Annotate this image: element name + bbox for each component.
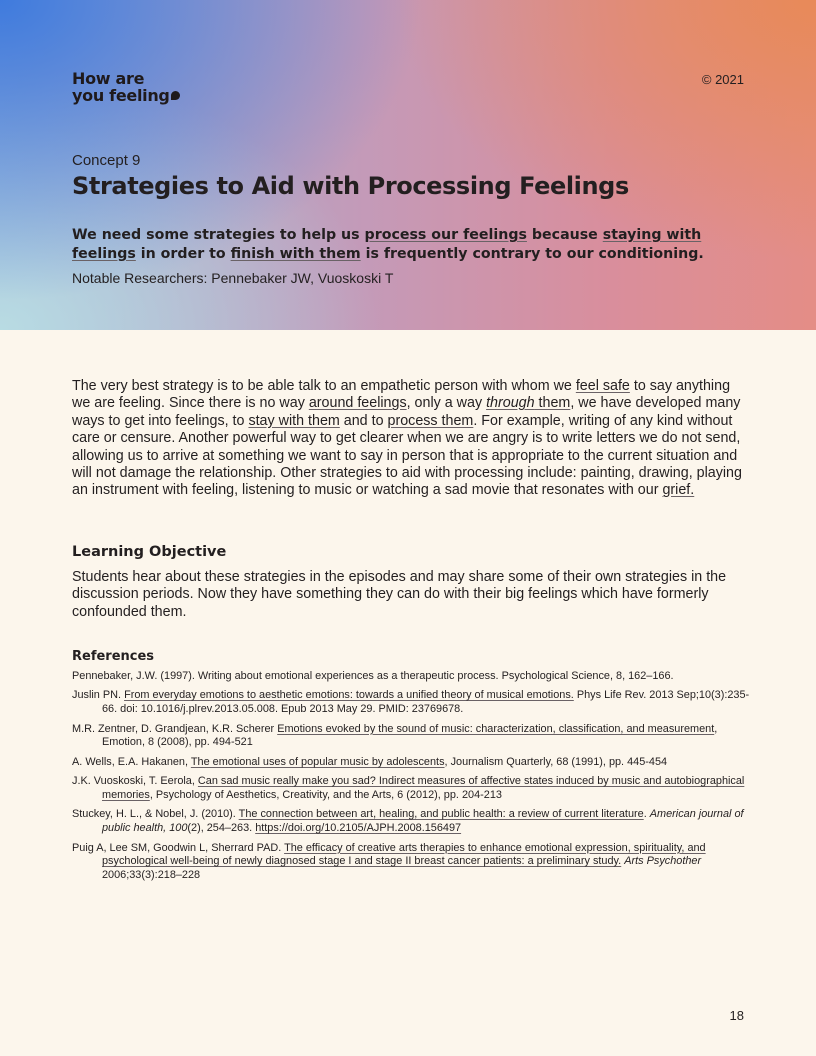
learning-objective-text: Students hear about these strategies in the episodes and may share some of their own strategies in the discussion periods. Now they have something they can do with their big feelings which have formerly confounded them. <box>72 569 727 620</box>
reference-link[interactable]: The emotional uses of popular music by adolescents <box>190 755 445 768</box>
learning-objective-heading: Learning Objective <box>72 544 227 560</box>
summary-text: We need some strategies to help us <box>72 227 365 243</box>
term-them: them <box>534 395 571 412</box>
reference-authors: Juslin PN. <box>72 689 125 702</box>
body-text: . For example, writing of any kind without care or censure. Another powerful way to get clearer when we are angry is to write letters we do not send, allowing us to arrive at something we want to say in person that is appropriate to the current situation and will not damage the relationship. Other strategies to aid with processing include: painting, drawing, playing an instrument with feeling, listening to music or watching a sad movie that resonates with our <box>72 412 742 499</box>
reference-item <box>72 723 752 751</box>
term-grief: grief. <box>662 482 695 499</box>
summary-link-finish: finish with them <box>230 246 361 262</box>
summary-text: is frequently contrary to our conditioning. <box>360 246 704 262</box>
body-text: and to <box>339 412 388 429</box>
term-through-them <box>486 395 570 411</box>
reference-source: 2006;33(3):218–228 <box>102 869 201 882</box>
reference-authors: Stuckey, H. L., & Nobel, J. (2010). <box>72 808 239 821</box>
reference-item <box>72 775 752 803</box>
reference-authors: M.R. Zentner, D. Grandjean, K.R. Scherer <box>72 722 278 735</box>
reference-item <box>72 842 752 883</box>
reference-link[interactable]: Can sad music really make you sad? Indirect measures of affective states induced by music and autobiographical memories <box>102 775 745 801</box>
header-gradient-banner <box>0 0 816 330</box>
body-paragraph <box>72 378 744 500</box>
summary-link-staying: staying with feelings <box>72 227 702 262</box>
page-number: 18 <box>729 1008 744 1023</box>
summary-text: in order to <box>135 246 231 262</box>
term-around-feelings: around feelings <box>308 395 407 412</box>
reference-item <box>72 670 752 684</box>
reference-doi-link[interactable]: https://doi.org/10.2105/AJPH.2008.156497 <box>255 822 462 835</box>
body-text: , we have developed many ways to get into feelings, to <box>72 395 741 429</box>
term-process-them: process them <box>387 412 474 429</box>
reference-link[interactable]: From everyday emotions to aesthetic emotions: towards a unified theory of musical emotions. <box>124 689 574 702</box>
reference-source: , Journalism Quarterly, 68 (1991), pp. 445-454 <box>444 755 668 768</box>
reference-punct: . <box>643 808 650 821</box>
notable-researchers: Notable Researchers: Pennebaker JW, Vuoskoski T <box>72 270 394 286</box>
reference-authors: Puig A, Lee SM, Goodwin L, Sherrard PAD. <box>72 841 285 854</box>
concept-label: Concept 9 <box>72 152 141 169</box>
reference-authors: J.K. Vuoskoski, T. Eerola, <box>72 775 198 788</box>
reference-authors: A. Wells, E.A. Hakanen, <box>72 755 191 768</box>
reference-source: , Emotion, 8 (2008), pp. 494-521 <box>102 722 718 749</box>
reference-link[interactable]: The connection between art, healing, and public health: a review of current literature <box>238 808 644 821</box>
reference-link[interactable]: The efficacy of creative arts therapies to enhance emotional expression, spirituality, and psychological well-being of newly diagnosed stage I and stage II breast cancer patients: a preliminary study. <box>102 841 706 868</box>
references-heading: References <box>72 649 155 664</box>
speech-bubble-icon <box>171 91 180 100</box>
summary-link-process: process our feelings <box>364 227 527 243</box>
logo <box>72 70 180 104</box>
reference-link[interactable]: Emotions evoked by the sound of music: characterization, classification, and measurement <box>277 722 715 735</box>
body-text: to say anything we are feeling. Since there is no way <box>72 378 731 412</box>
reference-journal: American journal of public health, 100 <box>102 808 744 835</box>
term-through: through <box>486 395 535 412</box>
reference-item <box>72 808 752 836</box>
summary <box>72 226 712 264</box>
logo-line-1: How are <box>72 69 145 88</box>
logo-line-2: you feeling <box>72 86 170 105</box>
body-text: The very best strategy is to be able talk to an empathetic person with whom we <box>72 378 576 394</box>
reference-item <box>72 689 752 717</box>
reference-text: Pennebaker, J.W. (1997). Writing about emotional experiences as a therapeutic process. Psychological Science, 8, 162–166. <box>72 670 674 682</box>
reference-journal: Arts Psychother <box>624 855 702 868</box>
references-list <box>72 670 752 889</box>
reference-source: (2), 254–263. <box>187 822 256 835</box>
reference-source: , Psychology of Aesthetics, Creativity, and the Arts, 6 (2012), pp. 204-213 <box>149 788 502 801</box>
copyright: © 2021 <box>701 72 744 87</box>
page-title: Strategies to Aid with Processing Feelings <box>72 172 629 200</box>
body-text: , only a way <box>406 395 487 412</box>
term-stay-with-them: stay with them <box>248 412 340 429</box>
term-feel-safe: feel safe <box>575 378 630 394</box>
summary-text: because <box>526 227 603 243</box>
reference-source: Phys Life Rev. 2013 Sep;10(3):235-66. doi: 10.1016/j.plrev.2013.05.008. Epub 2013 May 29. PMID: 23769678. <box>102 689 750 716</box>
reference-item <box>72 756 752 770</box>
